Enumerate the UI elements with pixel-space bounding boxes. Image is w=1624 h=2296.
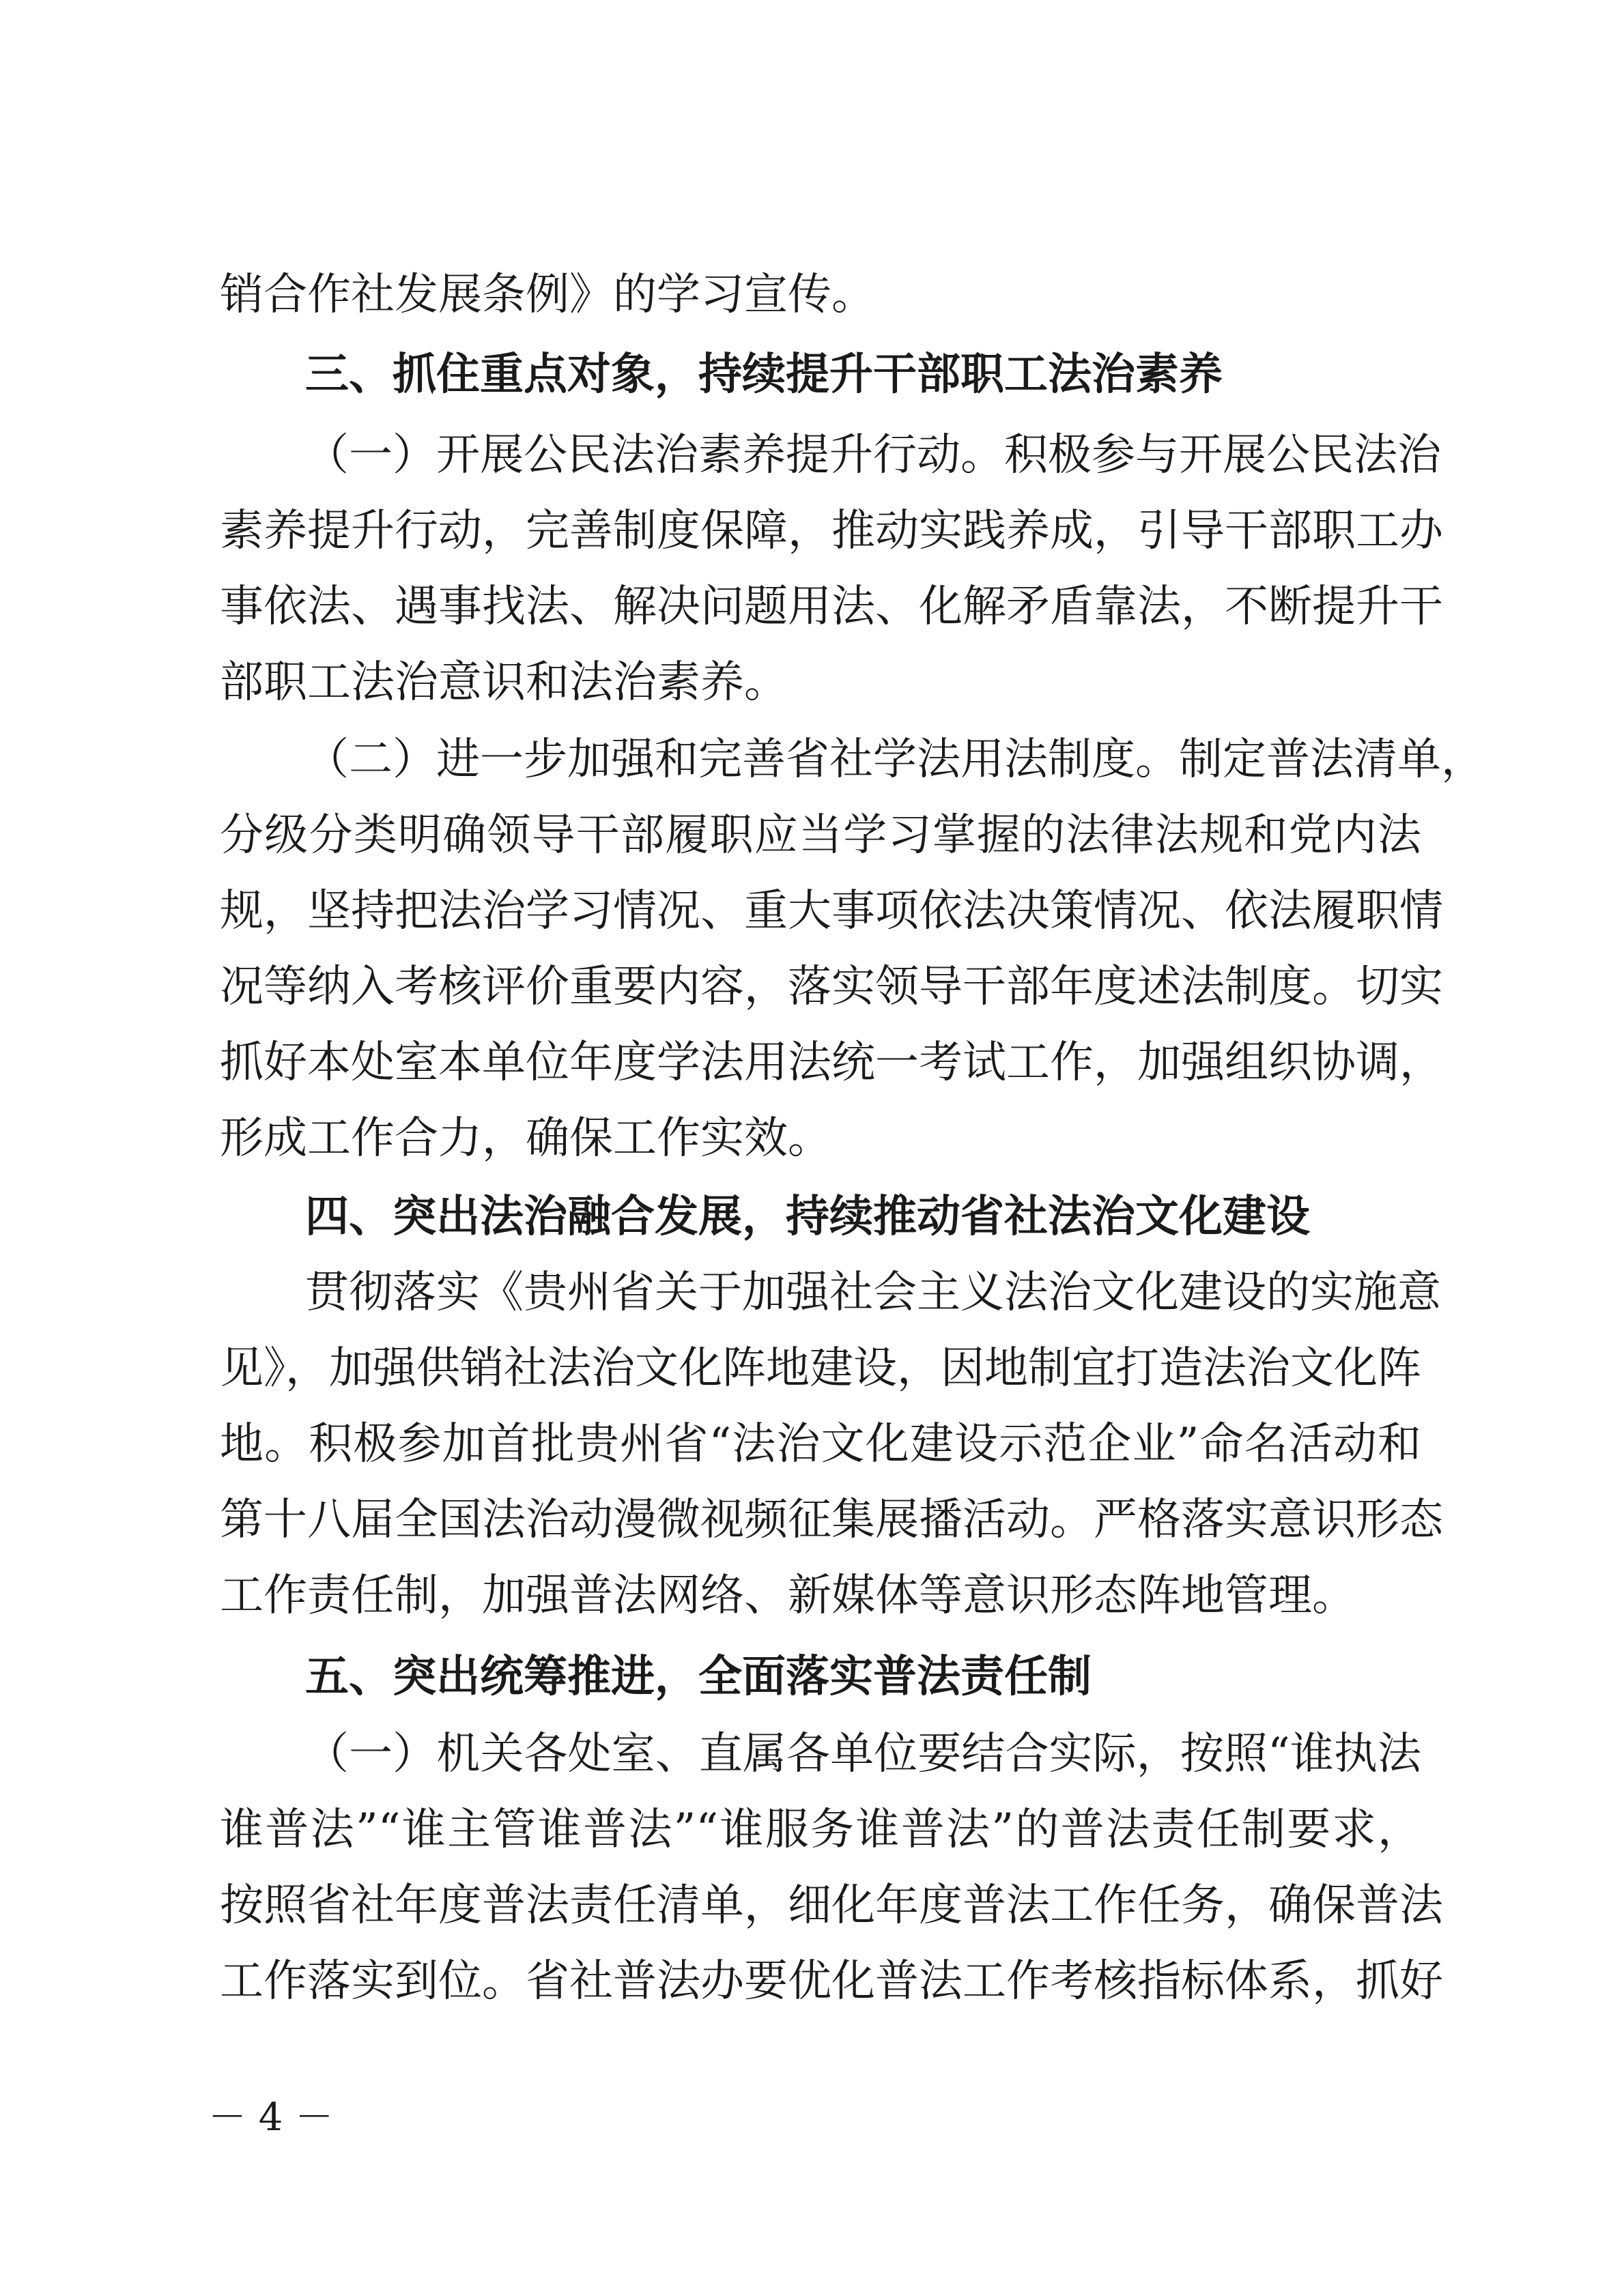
body-text-line: 地。积极参加首批贵州省“法治文化建设示范企业”命名活动和: [220, 1419, 1421, 1469]
body-text-line: 谁普法”“谁主管谁普法”“谁服务谁普法”的普法责任制要求，: [220, 1805, 1421, 1855]
body-text-line: 见》，加强供销社法治文化阵地建设，因地制宜打造法治文化阵: [220, 1343, 1421, 1394]
body-text-line: 工作责任制，加强普法网络、新媒体等意识形态阵地管理。: [220, 1570, 1356, 1621]
body-text-line: 事依法、遇事找法、解决问题用法、化解矛盾靠法，不断提升干: [220, 582, 1443, 632]
body-text-line: （一）开展公民法治素养提升行动。积极参与开展公民法治: [305, 430, 1441, 480]
body-text-line: 工作落实到位。省社普法办要优化普法工作考核指标体系，抓好: [220, 1956, 1443, 2007]
body-text-line: 抓好本处室本单位年度学法用法统一考试工作，加强组织协调，: [220, 1037, 1443, 1088]
body-text-line: 销合作社发展条例》的学习宣传。: [220, 270, 875, 320]
body-text-line: 规，坚持把法治学习情况、重大事项依法决策情况、依法履职情: [220, 886, 1443, 936]
body-text-line: 第十八届全国法治动漫微视频征集展播活动。严格落实意识形态: [220, 1495, 1443, 1545]
section-heading-3: 三、抓住重点对象，持续提升干部职工法治素养: [305, 349, 1223, 400]
body-text-line: 部职工法治意识和法治素养。: [220, 657, 788, 708]
page-number: － 4 －: [208, 2095, 334, 2140]
body-text-line: 况等纳入考核评价重要内容，落实领导干部年度述法制度。切实: [220, 962, 1443, 1012]
body-text-line: 贯彻落实《贵州省关于加强社会主义法治文化建设的实施意: [305, 1267, 1441, 1318]
body-text-line: （二）进一步加强和完善省社学法用法制度。制定普法清单，: [305, 734, 1485, 785]
section-heading-5: 五、突出统筹推进，全面落实普法责任制: [305, 1652, 1092, 1702]
body-text-line: （一）机关各处室、直属各单位要结合实际，按照“谁执法: [305, 1729, 1421, 1779]
body-text-line: 分级分类明确领导干部履职应当学习掌握的法律法规和党内法: [220, 810, 1421, 861]
body-text-line: 形成工作合力，确保工作实效。: [220, 1113, 831, 1164]
section-heading-4: 四、突出法治融合发展，持续推动省社法治文化建设: [305, 1192, 1310, 1242]
body-text-line: 按照省社年度普法责任清单，细化年度普法工作任务，确保普法: [220, 1880, 1443, 1931]
body-text-line: 素养提升行动，完善制度保障，推动实践养成，引导干部职工办: [220, 506, 1443, 556]
